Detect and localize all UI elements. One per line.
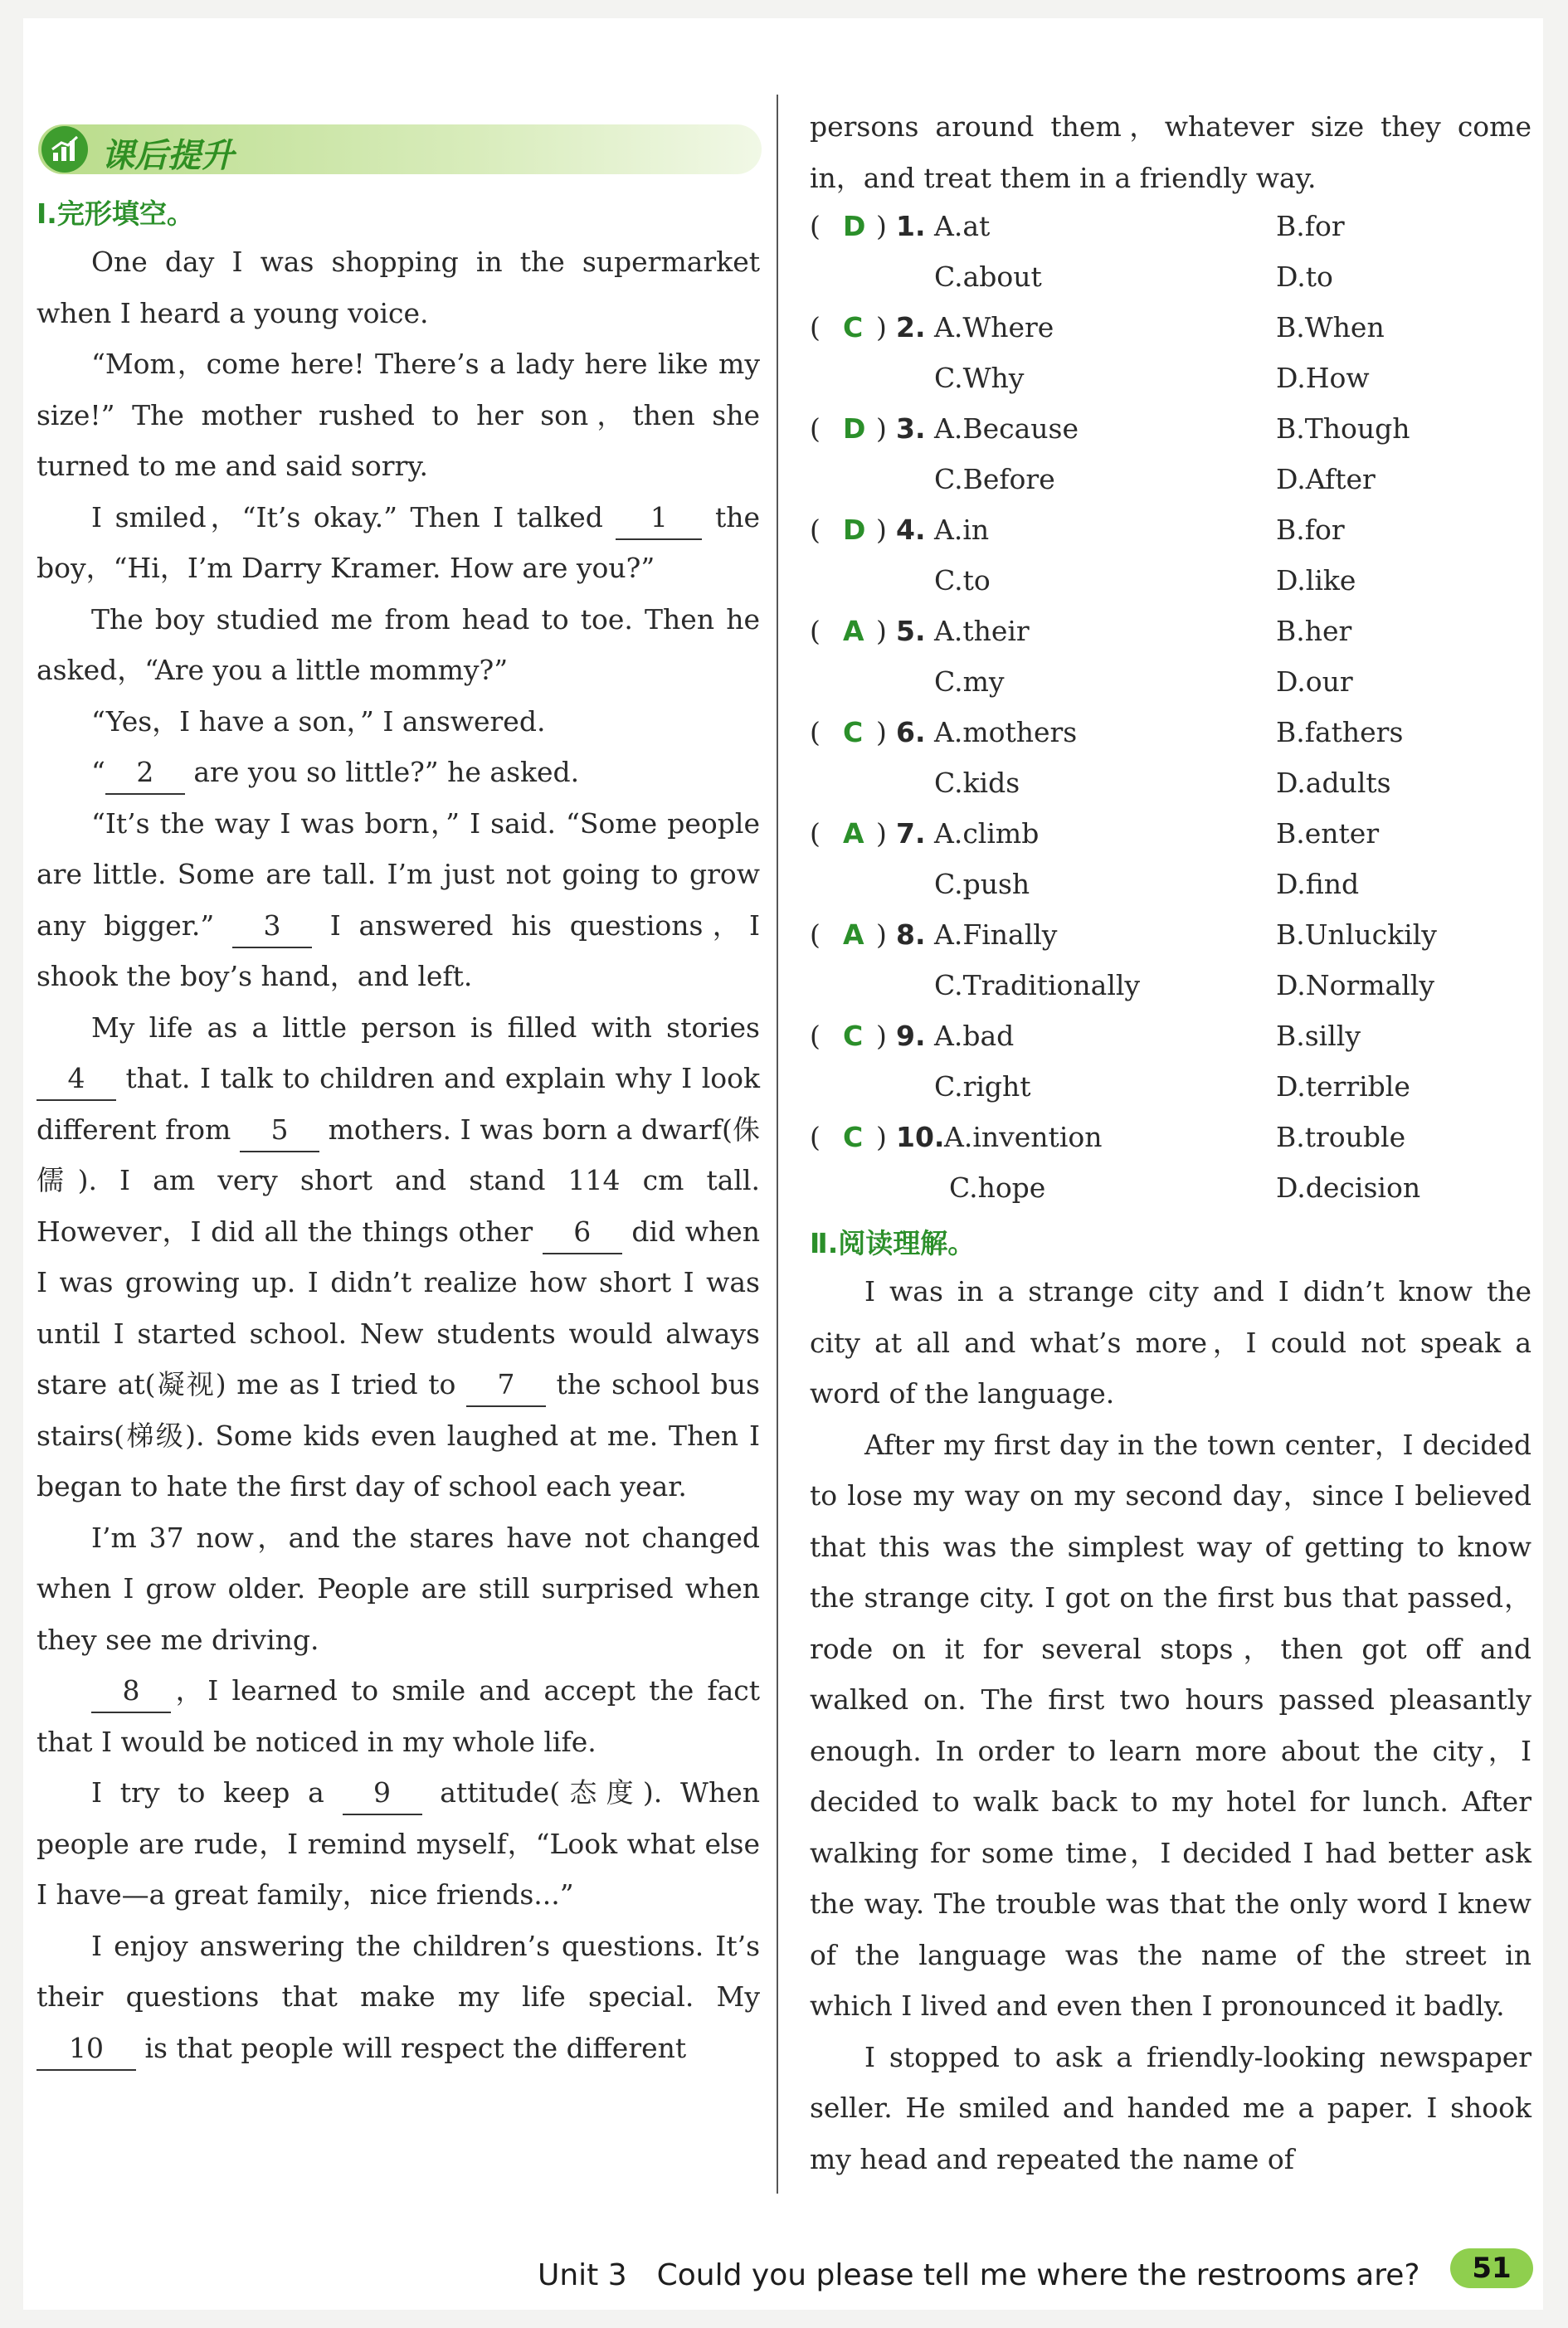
paragraph: I enjoy answering the children’s questions. It’s their questions that make my life special. My 10 is that people will respect the different [37, 1921, 760, 2074]
unit-title: Unit 3 Could you please tell me where the restrooms are? [538, 2258, 1420, 2292]
section-banner [38, 124, 762, 174]
blank-3: 3 [232, 905, 312, 948]
blank-7: 7 [466, 1364, 546, 1407]
blank-4: 4 [37, 1058, 116, 1101]
choice-question-row2: C.Before D.After [934, 463, 1376, 495]
choice-question: ( C ) 2. A.Where B.When [810, 311, 1385, 343]
choice-question-row2: C.Why D.How [934, 362, 1370, 394]
choice-question: ( D ) 3. A.Because B.Though [810, 412, 1410, 445]
answer-mark: C [843, 1020, 864, 1052]
page-number: 51 [1450, 2248, 1533, 2288]
answer-mark: A [843, 615, 864, 647]
answer-mark: C [843, 716, 864, 748]
paragraph: “Yes，I have a son，” I answered. [91, 704, 546, 738]
reading-section-title: Ⅱ.阅读理解。 [810, 1227, 976, 1259]
paragraph: “It’s the way I was born，” I said. “Some people are little. Some are tall. I’m just not going to grow any bigger.” 3 I answered his questions，I shook the boy’s hand，and left. [37, 806, 760, 992]
choice-question-row2: C.right D.terrible [934, 1070, 1410, 1103]
blank-8: 8 [91, 1670, 171, 1713]
answer-mark: C [843, 311, 864, 343]
answer-mark: D [843, 514, 866, 546]
paragraph: I try to keep a 9 attitude(态度). When people are rude，I remind myself，“Look what else I have—a great family，nice friends...” [37, 1767, 760, 1921]
reading-paragraph: I stopped to ask a friendly-looking newspaper seller. He smiled and handed me a paper. I shook my head and repeated the name of [810, 2040, 1531, 2175]
choice-question: ( C ) 9. A.bad B.silly [810, 1020, 1361, 1052]
paragraph: I smiled，“It’s okay.” Then I talked 1 the boy，“Hi，I’m Darry Kramer. How are you?” [37, 492, 760, 594]
answer-mark: C [843, 1121, 864, 1153]
blank-1: 1 [616, 497, 702, 540]
paragraph: The boy studied me from head to toe. Then he asked，“Are you a little mommy?” [37, 602, 760, 686]
choice-question-row2: C.kids D.adults [934, 767, 1391, 799]
paragraph: “ 2 are you so little?” he asked. [37, 747, 760, 798]
reading-paragraph: I was in a strange city and I didn’t know the city at all and what’s more，I could not speak a word of the language. [810, 1275, 1531, 1410]
choice-question: ( A ) 8. A.Finally B.Unluckily [810, 918, 1437, 951]
paragraph: 8 ，I learned to smile and accept the fact that I would be noticed in my whole life. [37, 1665, 760, 1767]
choice-question: ( A ) 7. A.climb B.enter [810, 817, 1380, 850]
workbook-page [23, 18, 1543, 2310]
answer-mark: A [843, 817, 864, 850]
answer-mark: D [843, 210, 866, 242]
cloze-section-title: Ⅰ.完形填空。 [37, 197, 194, 230]
answer-mark: D [843, 412, 866, 445]
blank-10: 10 [37, 2028, 136, 2071]
choice-question-row2: C.Traditionally D.Normally [934, 969, 1435, 1001]
choice-question-row2: C.to D.like [934, 564, 1356, 597]
paragraph: My life as a little person is filled with stories 4 that. I talk to children and explain why I look different from 5 mothers. I was born a dwarf(侏儒). I am very short and stand 114 cm tall. However，I did all the things other 6 did when I was growing up. I didn’t realize how short I was until I started school. New students would always stare at(凝视) me as I tried to 7 the school bus stairs(梯级). Some kids even laughed at me. Then I began to hate the first day of school each year. [37, 1011, 760, 1502]
blank-9: 9 [343, 1772, 422, 1815]
reading-paragraph: After my first day in the town center，I decided to lose my way on my second day，since I believed that this was the simplest way of getting to know the strange city. I got on the first bus that passed，rode on it for several stops，then got off and walked on. The first two hours passed pleasantly enough. In order to learn more about the city，I decided to walk back to my hotel for lunch. After walking for some time，I decided I had better ask the way. The trouble was that the only word I knew of the language was the name of the street in which I lived and even then I pronounced it badly. [810, 1428, 1531, 2022]
paragraph: I’m 37 now，and the stares have not changed when I grow older. People are still surprised when they see me driving. [37, 1521, 760, 1656]
choice-question: ( D ) 1. A.at B.for [810, 210, 1345, 242]
choice-question: ( A ) 5. A.their B.her [810, 615, 1352, 647]
column-divider [777, 95, 778, 2194]
choice-question: ( C ) 6. A.mothers B.fathers [810, 716, 1404, 748]
paragraph: One day I was shopping in the supermarket when I heard a young voice. [37, 246, 760, 329]
choice-question-row2: C.push D.find [934, 868, 1360, 900]
choice-question-row2: C.my D.our [934, 665, 1353, 698]
blank-5: 5 [240, 1109, 319, 1152]
blank-2: 2 [105, 752, 185, 795]
choice-question-row2: C.about D.to [934, 261, 1333, 293]
answer-mark: A [843, 918, 864, 951]
chart-bars-icon [41, 126, 88, 173]
banner-title: 课后提升 [101, 137, 234, 175]
choice-question: ( D ) 4. A.in B.for [810, 514, 1345, 546]
paragraph-continued: persons around them，whatever size they come in，and treat them in a friendly way. [810, 110, 1531, 194]
choice-list [810, 203, 1531, 1215]
choice-question: ( C ) 10. A.invention B.trouble [810, 1121, 1406, 1153]
choice-question-row2: C.hope D.decision [949, 1171, 1421, 1204]
left-column [37, 192, 760, 2073]
blank-6: 6 [543, 1211, 622, 1254]
paragraph: “Mom，come here! There’s a lady here like my size!” The mother rushed to her son，then she turned to me and said sorry. [37, 348, 760, 482]
right-column [810, 101, 1531, 2184]
